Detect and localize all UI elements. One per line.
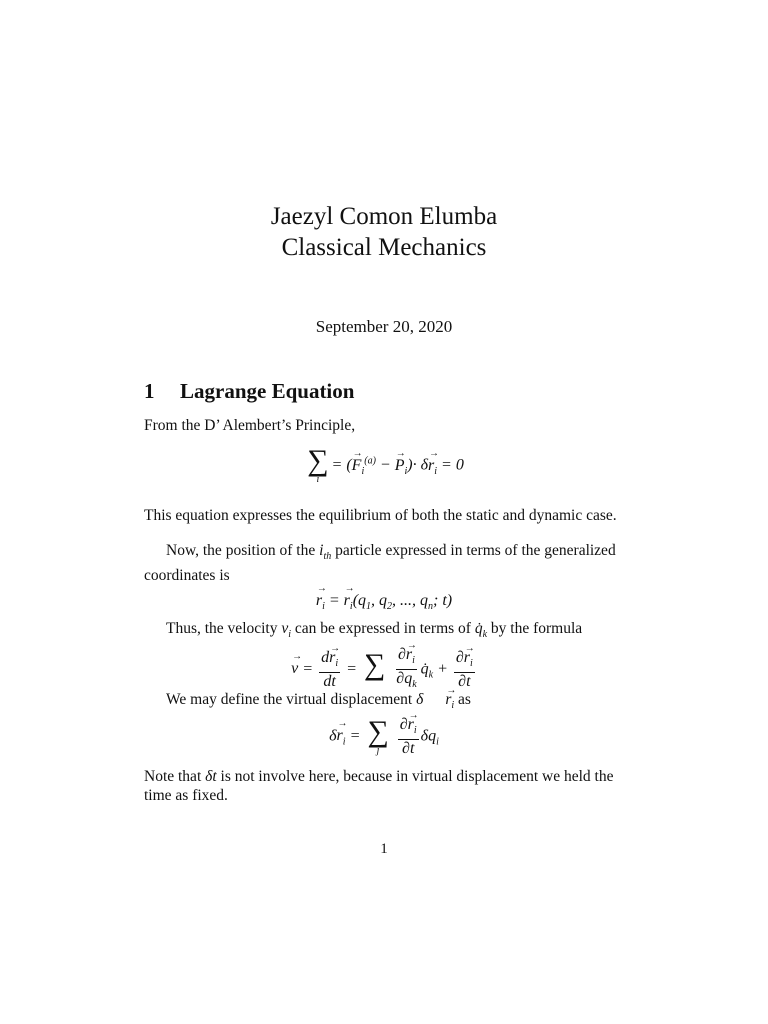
text-fragment: Thus, the velocity: [166, 620, 282, 637]
section-number: 1: [144, 379, 155, 403]
text-fragment: Now, the position of the: [166, 542, 320, 559]
paragraph-note-time: Note that δt is not involve here, because in virtual displacement we held the time as fixed.: [144, 768, 614, 804]
paragraph-position: Now, the position of the $i_{th}$ particle expressed in terms of the generalized coordinates is: [144, 542, 616, 585]
course-title: Classical Mechanics: [281, 234, 487, 261]
equation-position: → $r_i$ = → $r_i(q_1$, $q_2$, ..., $q_n$; t): [0, 592, 768, 612]
text-fragment: can be expressed in terms of: [291, 620, 475, 637]
equation-dalembert: ∑ i = (→ $F_i^{(a)}$ − → $P_i)\cdot \delta\to r_i = 0$: [0, 447, 768, 485]
equation-velocity: → v = $\frac{d\to r_i}{dt}$ = ∑ $\frac{\partial\to r_i}{\partial q_k}$ $q̇_k$ + $\frac{\partial\to r_i}{\partial t}$: [0, 646, 768, 693]
text-fragment: by the formula: [487, 620, 583, 637]
text-fragment: particle expressed in terms of the generalized coordinates is: [144, 542, 616, 585]
section-title: Lagrange Equation: [180, 379, 355, 403]
paragraph-dalembert-intro: From the D’ Alembert’s Principle,: [144, 417, 356, 434]
text-fragment: as: [454, 691, 471, 708]
page-number: 1: [380, 841, 388, 857]
author-name: Jaezyl Comon Elumba: [270, 203, 498, 230]
text-fragment: is not involve here, because in virtual displacement we held the time as fixed.: [144, 768, 614, 804]
text-fragment: We may define the virtual displacement: [166, 691, 417, 708]
document-date: September 20, 2020: [315, 317, 453, 336]
text-fragment: Note that: [144, 768, 206, 785]
section-heading: [144, 379, 354, 404]
paragraph-velocity: Thus, the velocity $v_i$ can be expressed in terms of $q̇_k$ by the formula: [166, 620, 583, 641]
equation-virtual-displacement: $\delta\to r_i$ = ∑ j $\frac{\partial\to r_i}{\partial t}$ $\delta q_i$: [0, 716, 768, 757]
paragraph-virtual-displacement: We may define the virtual displacement $\delta\to r_i$ as: [144, 690, 644, 715]
paragraph-equilibrium: This equation expresses the equilibrium of both the static and dynamic case.: [144, 507, 617, 524]
